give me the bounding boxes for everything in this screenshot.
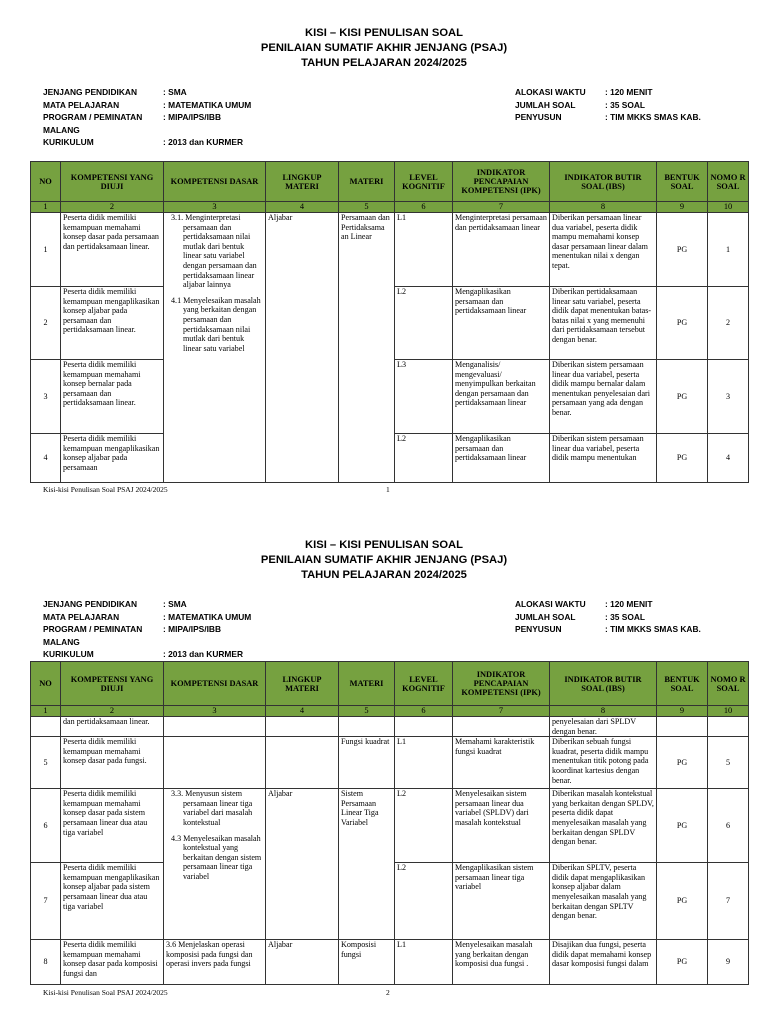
cell-nomor: 6 (708, 789, 749, 863)
cell-kompetensi: Peserta didik memiliki kemampuan memahami konsep dasar pada komposisi fungsi dan (61, 940, 164, 985)
cell-kd (164, 737, 266, 789)
col-header-no: NO (31, 162, 61, 202)
info-label: PENYUSUN (515, 112, 562, 122)
cell-kompetensi: Peserta didik memiliki kemampuan memahami konsep dasar pada sistem persamaan linear dua atau tiga variabel (61, 789, 164, 863)
cell-kompetensi: Peserta didik memiliki kemampuan memahami konsep dasar pada fungsi. (61, 737, 164, 789)
col-number: 6 (395, 202, 453, 213)
cell-nomor: 1 (708, 213, 749, 287)
cell-no: 3 (31, 360, 61, 434)
col-number: 7 (453, 202, 550, 213)
col-number: 4 (266, 706, 339, 717)
info-value: : SMA (163, 599, 187, 609)
cell-level: L2 (395, 789, 453, 863)
info-value: : TIM MKKS SMAS KAB. (605, 624, 701, 634)
title-line-2: PENILAIAN SUMATIF AKHIR JENJANG (PSAJ) (260, 554, 508, 566)
info-value: : MATEMATIKA UMUM (163, 99, 252, 110)
cell-ipk: Menyelesaikan masalah yang berkaitan dengan komposisi dua fungsi . (453, 940, 550, 985)
cell-no: 4 (31, 434, 61, 483)
info-label: PROGRAM / PEMINATAN (43, 624, 143, 634)
cell-kompetensi: Peserta didik memiliki kemampuan memahami konsep dasar pada persamaan dan pertidaksamaan linear. (61, 213, 164, 287)
col-number: 4 (266, 202, 339, 213)
info-value: : MATEMATIKA UMUM (163, 611, 252, 622)
cell-materi: Persamaan dan Pertidaksama an Linear (339, 213, 395, 483)
document-title (0, 26, 768, 71)
info-label: JENJANG PENDIDIKAN (43, 599, 138, 609)
cell-ipk: Mengaplikasikan persamaan dan pertidaksamaan linear (453, 434, 550, 483)
identity-info-right (515, 86, 701, 124)
page-footer: Kisi-kisi Penulisan Soal PSAJ 2024/2025 (43, 485, 168, 494)
info-label: PROGRAM / PEMINATAN (43, 112, 143, 122)
col-header-ipk: INDIKATOR PENCAPAIAN KOMPETENSI (IPK) (453, 162, 550, 202)
col-header-kd: KOMPETENSI DASAR (164, 162, 266, 202)
table-header-row (31, 162, 749, 202)
cell-bentuk: PG (657, 434, 708, 483)
title-line-3: TAHUN PELAJARAN 2024/2025 (301, 57, 467, 69)
cell-ibs: penyelesaian dari SPLDV dengan benar. (550, 717, 657, 737)
col-number: 1 (31, 202, 61, 213)
col-number: 3 (164, 202, 266, 213)
cell-ibs: Diberikan sistem persamaan linear dua variabel, peserta didik mampu bernalar dalam menentukan penyelesaian dari persamaan yang ada dengan benar. (550, 360, 657, 434)
cell-level (395, 717, 453, 737)
col-number: 10 (708, 706, 749, 717)
col-number: 10 (708, 202, 749, 213)
cell-no: 7 (31, 863, 61, 940)
col-header-level: LEVEL KOGNITIF (395, 662, 453, 706)
cell-nomor (708, 717, 749, 737)
info-value: : TIM MKKS SMAS KAB. (605, 112, 701, 122)
page-number: 2 (386, 988, 390, 997)
info-label: JUMLAH SOAL (515, 99, 576, 110)
cell-level: L1 (395, 737, 453, 789)
col-number: 3 (164, 706, 266, 717)
col-header-ibs: INDIKATOR BUTIR SOAL (IBS) (550, 162, 657, 202)
cell-level: L2 (395, 287, 453, 360)
cell-ibs: Diberikan sistem persamaan linear dua variabel, peserta didik mampu menentukan (550, 434, 657, 483)
kd-item: 4.3 Menyelesaikan masalah kontekstual yang berkaitan dengan sistem persamaan linear tiga variabel (171, 833, 262, 881)
col-number: 9 (657, 706, 708, 717)
info-label: ALOKASI WAKTU (515, 599, 586, 609)
cell-no: 6 (31, 789, 61, 863)
cell-kompetensi: Peserta didik memiliki kemampuan mengaplikasikan konsep aljabar pada persamaan (61, 434, 164, 483)
cell-ipk (453, 717, 550, 737)
page-2 (0, 512, 768, 1024)
cell-kompetensi: Peserta didik memiliki kemampuan mengaplikasikan konsep aljabar pada sistem persamaan linear dua atau tiga variabel (61, 863, 164, 940)
col-number: 7 (453, 706, 550, 717)
page-footer: Kisi-kisi Penulisan Soal PSAJ 2024/2025 (43, 988, 168, 997)
col-header-kompetensi: KOMPETENSI YANG DIUJI (61, 162, 164, 202)
title-line-2: PENILAIAN SUMATIF AKHIR JENJANG (PSAJ) (260, 42, 508, 54)
cell-nomor: 2 (708, 287, 749, 360)
col-number: 5 (339, 706, 395, 717)
cell-no (31, 717, 61, 737)
cell-ipk: Mengaplikasikan persamaan dan pertidaksamaan linear (453, 287, 550, 360)
identity-info-right (515, 598, 701, 636)
info-value: : 120 MENIT (605, 87, 653, 97)
document-title (0, 538, 768, 583)
cell-materi: Sistem Persamaan Linear Tiga Variabel (339, 789, 395, 940)
title-line-3: TAHUN PELAJARAN 2024/2025 (301, 569, 467, 581)
cell-materi: Fungsi kuadrat (339, 737, 395, 789)
cell-level: L3 (395, 360, 453, 434)
col-number: 5 (339, 202, 395, 213)
info-label: PENYUSUN (515, 624, 562, 634)
info-label: KURIKULUM (43, 137, 94, 147)
identity-info-left (43, 598, 251, 661)
col-header-kompetensi: KOMPETENSI YANG DIUJI (61, 662, 164, 706)
col-number: 2 (61, 706, 164, 717)
title-line-1: KISI – KISI PENULISAN SOAL (305, 539, 463, 551)
cell-bentuk: PG (657, 737, 708, 789)
table-row-continued (31, 717, 749, 737)
info-value: : 35 SOAL (605, 99, 646, 110)
cell-bentuk: PG (657, 213, 708, 287)
cell-no: 1 (31, 213, 61, 287)
info-label: MALANG (43, 124, 80, 135)
cell-no: 2 (31, 287, 61, 360)
cell-level: L1 (395, 213, 453, 287)
cell-kompetensi: Peserta didik memiliki kemampuan mengaplikasikan konsep aljabar pada persamaan dan pertidaksamaan linear. (61, 287, 164, 360)
info-value: : 2013 dan KURMER (163, 137, 244, 147)
info-value: : 2013 dan KURMER (163, 649, 244, 659)
col-number: 6 (395, 706, 453, 717)
col-number: 8 (550, 202, 657, 213)
cell-bentuk: PG (657, 863, 708, 940)
kisi-table-page-1 (30, 161, 749, 483)
cell-kompetensi: dan pertidaksamaan linear. (61, 717, 164, 737)
kd-item: 3.1. Menginterpretasi persamaan dan pertidaksamaan nilai mutlak dari bentuk linear satu variabel dengan persamaan dan pertidaksamaan linear aljabar lainnya (171, 213, 257, 290)
cell-ipk: Mengaplikasikan sistem persamaan linear tiga variabel (453, 863, 550, 940)
col-header-nomor: NOMO R SOAL (708, 162, 749, 202)
col-header-level: LEVEL KOGNITIF (395, 162, 453, 202)
col-header-lingkup: LINGKUP MATERI (266, 162, 339, 202)
col-header-bentuk: BENTUK SOAL (657, 162, 708, 202)
cell-lingkup: Aljabar (266, 940, 339, 985)
info-label: MATA PELAJARAN (43, 611, 120, 622)
column-number-row (31, 706, 749, 717)
cell-kd (164, 213, 266, 483)
cell-nomor: 5 (708, 737, 749, 789)
info-value: : 120 MENIT (605, 599, 653, 609)
cell-nomor: 4 (708, 434, 749, 483)
col-number: 8 (550, 706, 657, 717)
cell-ipk: Menganalisis/ mengevaluasi/ menyimpulkan berkaitan dengan persamaan dan pertidaksamaan linear (453, 360, 550, 434)
table-row (31, 737, 749, 789)
info-label: MATA PELAJARAN (43, 99, 120, 110)
cell-nomor: 9 (708, 940, 749, 985)
table-row (31, 213, 749, 287)
identity-info-left (43, 86, 251, 149)
kisi-table-page-2 (30, 661, 749, 985)
cell-kompetensi: Peserta didik memiliki kemampuan memahami konsep bernalar pada persamaan dan pertidaksamaan linear. (61, 360, 164, 434)
col-number: 2 (61, 202, 164, 213)
kd-item: 3.3. Menyusun sistem persamaan linear tiga variabel dari masalah kontekstual (171, 789, 253, 827)
col-header-materi: MATERI (339, 162, 395, 202)
kd-item: 4.1 Menyelesaikan masalah yang berkaitan dengan persamaan dan pertidaksamaan nilai mutlak dari bentuk linear satu variabel (171, 295, 261, 353)
col-header-materi: MATERI (339, 662, 395, 706)
cell-lingkup (266, 717, 339, 737)
cell-lingkup: Aljabar (266, 789, 339, 940)
col-header-kd: KOMPETENSI DASAR (164, 662, 266, 706)
cell-lingkup (266, 737, 339, 789)
cell-materi: Komposisi fungsi (339, 940, 395, 985)
cell-level: L2 (395, 434, 453, 483)
column-number-row (31, 202, 749, 213)
cell-ipk: Memahami karakteristik fungsi kuadrat (453, 737, 550, 789)
info-label: MALANG (43, 636, 80, 647)
cell-ibs: Diberikan masalah kontekstual yang berkaitan dengan SPLDV, peserta didik dapat menyelesaikan masalah yang berkaitan dengan SPLDV dengan benar. (550, 789, 657, 863)
cell-materi (339, 717, 395, 737)
cell-kd (164, 717, 266, 737)
cell-bentuk: PG (657, 287, 708, 360)
cell-ipk: Menyelesaikan sistem persamaan linear dua variabel (SPLDV) dari masalah kontekstual (453, 789, 550, 863)
col-header-no: NO (31, 662, 61, 706)
cell-bentuk: PG (657, 360, 708, 434)
col-header-ipk: INDIKATOR PENCAPAIAN KOMPETENSI (IPK) (453, 662, 550, 706)
info-value: : MIPA/IPS/IBB (163, 112, 222, 122)
title-line-1: KISI – KISI PENULISAN SOAL (305, 27, 463, 39)
cell-nomor: 3 (708, 360, 749, 434)
cell-ibs: Diberikan SPLTV, peserta didik dapat mengaplikasikan konsep aljabar dalam menyelesaikan masalah yang berkaitan dengan SPLTV dengan benar. (550, 863, 657, 940)
info-value: : MIPA/IPS/IBB (163, 624, 222, 634)
cell-lingkup: Aljabar (266, 213, 339, 483)
cell-ipk: Menginterpretasi persamaan dan pertidaksamaan linear (453, 213, 550, 287)
col-number: 9 (657, 202, 708, 213)
table-header-row (31, 662, 749, 706)
cell-kd: 3.6 Menjelaskan operasi komposisi pada fungsi dan operasi invers pada fungsi (164, 940, 266, 985)
info-label: KURIKULUM (43, 649, 94, 659)
info-label: ALOKASI WAKTU (515, 87, 586, 97)
cell-bentuk: PG (657, 940, 708, 985)
info-label: JUMLAH SOAL (515, 611, 576, 622)
info-value: : SMA (163, 87, 187, 97)
cell-level: L2 (395, 863, 453, 940)
col-header-nomor: NOMO R SOAL (708, 662, 749, 706)
page-number: 1 (386, 485, 390, 494)
col-number: 1 (31, 706, 61, 717)
col-header-lingkup: LINGKUP MATERI (266, 662, 339, 706)
cell-no: 8 (31, 940, 61, 985)
cell-ibs: Disajikan dua fungsi, peserta didik dapat memahami konsep dasar komposisi fungsi dalam (550, 940, 657, 985)
cell-level: L1 (395, 940, 453, 985)
cell-nomor: 7 (708, 863, 749, 940)
cell-ibs: Diberikan persamaan linear dua variabel, peserta didik mampu memahami konsep dasar persamaan linear dalam menentukan nilai x dengan tepat. (550, 213, 657, 287)
cell-ibs: Diberikan pertidaksamaan linear satu variabel, peserta didik dapat menentukan batas-batas nilai x yang memenuhi dari pertidaksamaan tersebut dengan benar. (550, 287, 657, 360)
col-header-ibs: INDIKATOR BUTIR SOAL (IBS) (550, 662, 657, 706)
cell-no: 5 (31, 737, 61, 789)
col-header-bentuk: BENTUK SOAL (657, 662, 708, 706)
cell-bentuk (657, 717, 708, 737)
cell-bentuk: PG (657, 789, 708, 863)
cell-ibs: Diberikan sebuah fungsi kuadrat, peserta didik mampu menentukan titik potong pada koordinat kartesius dengan benar. (550, 737, 657, 789)
table-row (31, 940, 749, 985)
table-row (31, 789, 749, 863)
info-value: : 35 SOAL (605, 611, 646, 622)
cell-kd (164, 789, 266, 940)
info-label: JENJANG PENDIDIKAN (43, 87, 138, 97)
